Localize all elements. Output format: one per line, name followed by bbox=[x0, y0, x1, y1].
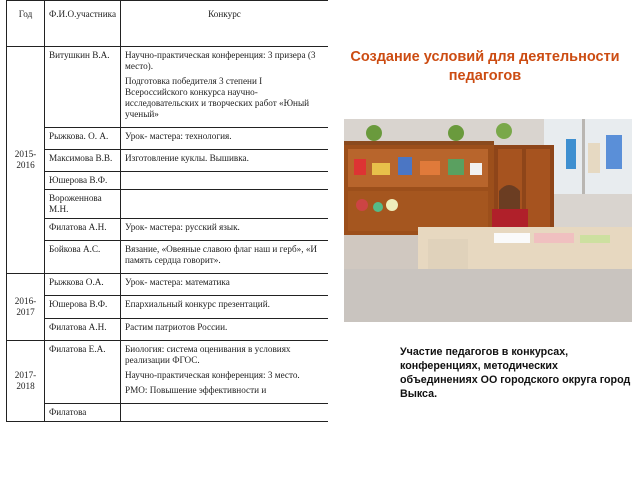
contest-cell bbox=[121, 318, 329, 340]
participant-name-cell: Рыжкова. О. А. bbox=[45, 128, 121, 150]
participant-name-cell: Бойкова А.С. bbox=[45, 241, 121, 274]
slide-title: Создание условий для деятельности педагогов bbox=[350, 49, 620, 84]
participant-name-cell: Рыжкова О.А. bbox=[45, 274, 121, 296]
contest-cell bbox=[121, 47, 329, 128]
contest-cell bbox=[121, 172, 329, 190]
contest-line: Вязание, «Овеяные славою флаг наш и герб», «И память сердца говорит». bbox=[125, 244, 318, 266]
header-year: Год bbox=[7, 1, 45, 47]
table-row bbox=[7, 128, 329, 150]
contest-cell bbox=[121, 274, 329, 296]
participant-name-cell: Вороженнова М.Н. bbox=[45, 190, 121, 219]
table-row bbox=[7, 340, 329, 403]
classroom-photo bbox=[344, 119, 632, 322]
table-row bbox=[7, 403, 329, 421]
participant-name-cell: Юшерова В.Ф. bbox=[45, 296, 121, 318]
header-contest: Конкурс bbox=[121, 1, 329, 47]
contest-line: Подготовка победителя 3 степени I Всероссийского конкурса научно-исследовательских и творческих работ «Юный ученый» bbox=[125, 76, 310, 120]
participant-name-cell: Филатова Е.А. bbox=[45, 340, 121, 403]
contest-table-body bbox=[7, 1, 329, 422]
contest-line: Биология: система оценивания в условиях реализации ФГОС. bbox=[125, 343, 291, 365]
year-cell: 2016-2017 bbox=[7, 274, 45, 340]
contest-line: РМО: Повышение эффективности и bbox=[125, 384, 267, 395]
header-name: Ф.И.О.участника bbox=[45, 1, 121, 47]
participant-name-cell: Юшерова В.Ф. bbox=[45, 172, 121, 190]
table-header-row bbox=[7, 1, 329, 47]
contest-line: Научно-практическая конференция: 3 место. bbox=[125, 369, 300, 380]
table-row bbox=[7, 150, 329, 172]
contest-line: Урок- мастера: математика bbox=[125, 277, 230, 288]
contest-cell bbox=[121, 340, 329, 403]
table-row bbox=[7, 47, 329, 128]
contest-cell bbox=[121, 128, 329, 150]
contest-cell bbox=[121, 219, 329, 241]
participant-name-cell: Филатова bbox=[45, 403, 121, 421]
contest-line: Изготовление куклы. Вышивка. bbox=[125, 153, 249, 164]
contest-line: Научно-практическая конференция: 3 призера (3 место). bbox=[125, 50, 316, 72]
classroom-photo-image bbox=[344, 119, 632, 322]
contest-table-container bbox=[6, 0, 328, 480]
contest-cell bbox=[121, 403, 329, 421]
table-row bbox=[7, 274, 329, 296]
contest-line: Урок- мастера: русский язык. bbox=[125, 222, 240, 233]
table-row bbox=[7, 190, 329, 219]
table-row bbox=[7, 241, 329, 274]
contest-cell bbox=[121, 296, 329, 318]
table-row bbox=[7, 296, 329, 318]
participant-name-cell: Филатова А.Н. bbox=[45, 318, 121, 340]
year-cell: 2017-2018 bbox=[7, 340, 45, 421]
contest-table bbox=[6, 0, 328, 422]
contest-cell bbox=[121, 190, 329, 219]
participant-name-cell: Филатова А.Н. bbox=[45, 219, 121, 241]
slide-caption: Участие педагогов в конкурсах, конференциях, методических объединениях ОО городского округа город Выкса. bbox=[400, 346, 631, 400]
year-cell: 2015-2016 bbox=[7, 47, 45, 274]
contest-cell bbox=[121, 150, 329, 172]
participant-name-cell: Максимова В.В. bbox=[45, 150, 121, 172]
table-row bbox=[7, 219, 329, 241]
participant-name-cell: Витушкин В.А. bbox=[45, 47, 121, 128]
contest-line: Урок- мастера: технология. bbox=[125, 131, 232, 142]
contest-line: Епархиальный конкурс презентаций. bbox=[125, 299, 270, 310]
contest-cell bbox=[121, 241, 329, 274]
table-row bbox=[7, 318, 329, 340]
table-row bbox=[7, 172, 329, 190]
contest-line: Растим патриотов России. bbox=[125, 321, 228, 332]
